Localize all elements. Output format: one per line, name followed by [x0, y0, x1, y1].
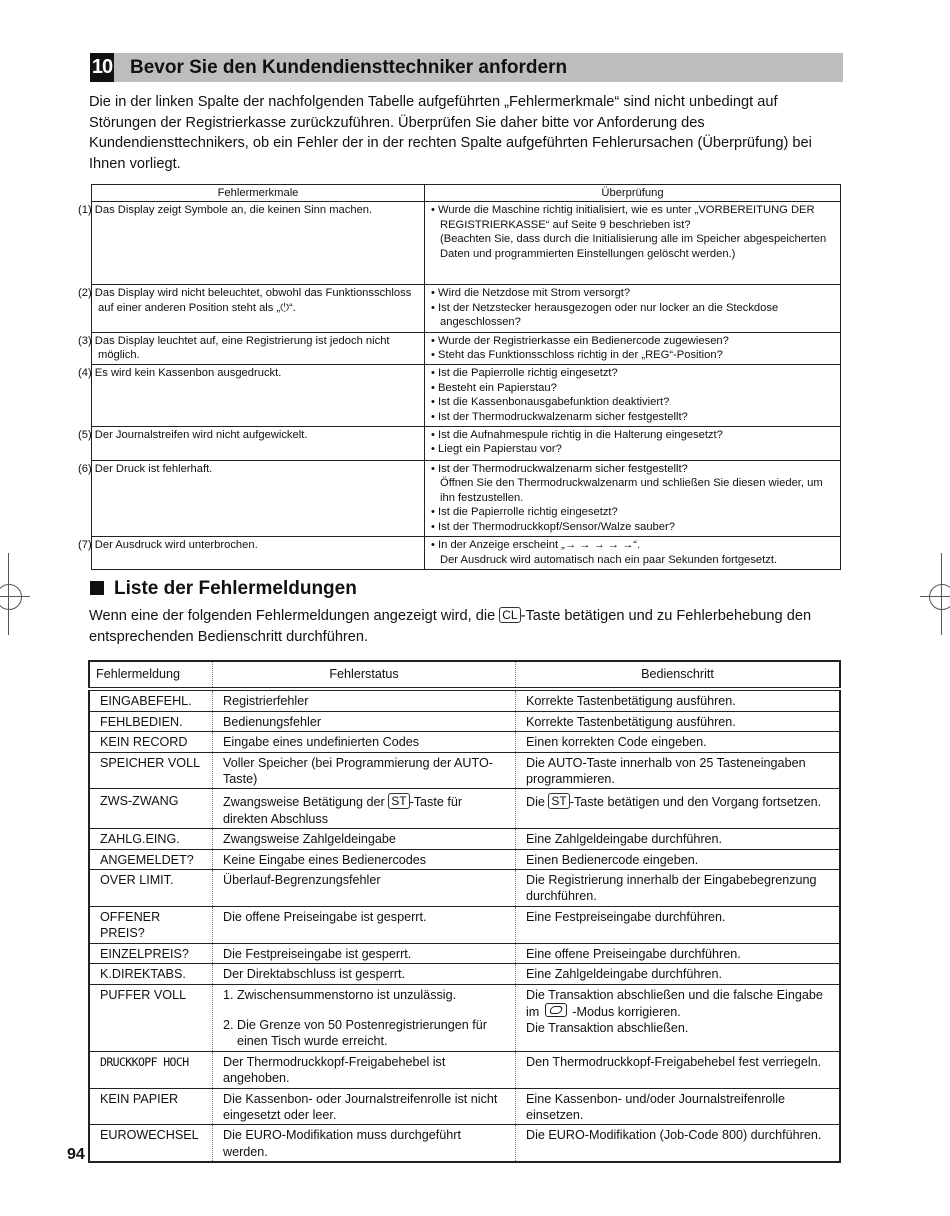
intro-text: -Taste betätigen und zu Fehlerbehebung den entsprechenden Bedienschritt durchführen. — [89, 608, 812, 645]
error-action: Eine offene Preiseingabe durchführen. — [516, 943, 841, 963]
check-item: • Ist der Thermodruckwalzenarm sicher festgestellt? — [431, 463, 688, 476]
error-code: ZWS-ZWANG — [89, 789, 213, 829]
check-item: • In der Anzeige erscheint „→ → → → →“. — [431, 539, 641, 552]
error-action: Einen korrekten Code eingeben. — [516, 732, 841, 752]
square-bullet-icon — [90, 581, 104, 595]
error-action: Eine Festpreiseingabe durchführen. — [516, 906, 841, 943]
section-title: Bevor Sie den Kundendiensttechniker anfordern — [130, 57, 568, 78]
table-row — [89, 752, 840, 789]
table-row — [89, 964, 840, 984]
error-status: Der Direktabschluss ist gesperrt. — [213, 964, 516, 984]
check-item: (Beachten Sie, dass durch die Initialisierung alle im Speicher abgespeicherten Daten und programmierten Einstellungen gelöscht werden.) — [440, 233, 827, 260]
status-item: 2. Die Grenze von 50 Postenregistrierungen für einen Tisch wurde erreicht. — [223, 1017, 487, 1049]
error-code: OVER LIMIT. — [89, 870, 213, 907]
error-code: DRUCKKOPF HOCH — [89, 1051, 213, 1088]
table-row — [89, 1125, 840, 1162]
status-item: 1. Zwischensummenstorno ist unzulässig. — [223, 987, 457, 1002]
error-messages-table — [88, 660, 841, 1163]
table-row — [89, 984, 840, 1051]
registration-circle — [929, 584, 950, 610]
action-item — [526, 987, 833, 1021]
error-action: Den Thermodruckkopf-Freigabehebel fest verriegeln. — [516, 1051, 841, 1088]
column-header: Überprüfung — [425, 185, 841, 202]
column-header: Fehlermerkmale — [92, 185, 425, 202]
table-row — [89, 1088, 840, 1125]
error-code: ANGEMELDET? — [89, 849, 213, 869]
action-text: -Modus korrigieren. — [568, 1004, 681, 1019]
error-action: Die EURO-Modifikation (Job-Code 800) durchführen. — [516, 1125, 841, 1162]
error-code: K.DIREKTABS. — [89, 964, 213, 984]
symptom-cell: (4) Es wird kein Kassenbon ausgedruckt. — [92, 365, 425, 427]
table-row — [89, 711, 840, 731]
status-text: Zwangsweise Betätigung der — [223, 795, 389, 810]
error-status: Registrierfehler — [213, 689, 516, 711]
check-item: • Ist die Papierrolle richtig eingesetzt? — [431, 506, 618, 519]
table-header-row — [92, 185, 841, 202]
check-item: Öffnen Sie den Thermodruckwalzenarm und schließen Sie diesen wieder, um ihn festzustellen. — [440, 477, 823, 504]
symptom-cell: (6) Der Druck ist fehlerhaft. — [92, 461, 425, 537]
error-action — [516, 789, 841, 829]
table-row — [89, 1051, 840, 1088]
error-status: Eingabe eines undefinierten Codes — [213, 732, 516, 752]
subsection-title — [90, 578, 357, 600]
table-row — [89, 943, 840, 963]
error-status: Bedienungsfehler — [213, 711, 516, 731]
status-text: -Taste für direkten Abschluss — [223, 795, 463, 826]
check-cell — [425, 332, 841, 365]
error-action: Eine Zahlgeldeingabe durchführen. — [516, 964, 841, 984]
table-row — [92, 365, 841, 427]
intro-text: Wenn eine der folgenden Fehlermeldungen angezeigt wird, die — [89, 608, 500, 624]
check-item: • Wird die Netzdose mit Strom versorgt? — [431, 287, 631, 300]
symptom-cell: (3) Das Display leuchtet auf, eine Registrierung ist jedoch nicht möglich. — [92, 332, 425, 365]
action-text: -Taste betätigen und den Vorgang fortsetzen. — [569, 795, 822, 810]
check-item: • Steht das Funktionsschloss richtig in der „REG“-Position? — [431, 349, 723, 362]
troubleshooting-table — [78, 184, 841, 570]
error-code: SPEICHER VOLL — [89, 752, 213, 789]
table-row — [92, 427, 841, 461]
check-item: • Wurde die Maschine richtig initialisiert, wie es unter „VORBEREITUNG DER REGISTRIERKASSE“ auf Seite 9 beschrieben ist? — [431, 204, 815, 231]
error-action: Eine Zahlgeldeingabe durchführen. — [516, 829, 841, 849]
error-action: Korrekte Tastenbetätigung ausführen. — [516, 711, 841, 731]
error-action: Einen Bedienercode eingeben. — [516, 849, 841, 869]
error-status: Die Festpreiseingabe ist gesperrt. — [213, 943, 516, 963]
check-cell — [425, 285, 841, 332]
check-item: • Ist der Netzstecker herausgezogen oder nur locker an die Steckdose angeschlossen? — [431, 301, 779, 329]
correction-mode-icon — [545, 1003, 567, 1017]
error-action: Die Registrierung innerhalb der Eingabebegrenzung durchführen. — [516, 870, 841, 907]
check-cell — [425, 537, 841, 570]
check-cell — [425, 365, 841, 427]
error-status: Die Kassenbon- oder Journalstreifenrolle ist nicht eingesetzt oder leer. — [213, 1088, 516, 1125]
check-item: • Ist der Thermodruckwalzenarm sicher festgestellt? — [431, 410, 688, 423]
check-item: Der Ausdruck wird automatisch nach ein paar Sekunden fortgesetzt. — [440, 553, 778, 566]
table-row — [89, 849, 840, 869]
check-cell — [425, 202, 841, 285]
error-status: Der Thermodruckkopf-Freigabehebel ist angehoben. — [213, 1051, 516, 1088]
error-code: EUROWECHSEL — [89, 1125, 213, 1162]
action-text: Die Transaktion abschließen und die falsche Eingabe im — [526, 987, 823, 1019]
check-item: • Ist die Papierrolle richtig eingesetzt? — [431, 367, 618, 380]
symptom-cell: (2) Das Display wird nicht beleuchtet, obwohl das Funktionsschloss auf einer anderen Position steht als „⏻“. — [92, 285, 425, 332]
error-action: Die AUTO-Taste innerhalb von 25 Tasteneingaben programmieren. — [516, 752, 841, 789]
error-status: Zwangsweise Zahlgeldeingabe — [213, 829, 516, 849]
error-status: Keine Eingabe eines Bedienercodes — [213, 849, 516, 869]
table-row — [92, 537, 841, 570]
check-item: • Ist der Thermodruckkopf/Sensor/Walze sauber? — [431, 520, 675, 533]
error-status — [213, 789, 516, 829]
error-status — [213, 984, 516, 1051]
error-status: Voller Speicher (bei Programmierung der AUTO-Taste) — [213, 752, 516, 789]
table-row — [89, 906, 840, 943]
section-number: 10 — [90, 53, 114, 82]
table-header-row — [89, 661, 840, 689]
section-intro: Die in der linken Spalte der nachfolgenden Tabelle aufgeführten „Fehlermerkmale“ sind nicht unbedingt auf Störungen der Registrierkasse zurückzuführen. Überprüfen Sie daher bitte vor Anforderung des Kundendiensttechnikers, ob ein Fehler der in der rechten Spalte aufgeführten Fehlerursachen (Überprüfung) bei Ihnen vorliegt. — [89, 94, 812, 172]
table-row — [89, 829, 840, 849]
st-key-icon: ST — [388, 793, 409, 809]
check-item: • Ist die Aufnahmespule richtig in die Halterung eingesetzt? — [431, 429, 723, 442]
registration-circle — [0, 584, 22, 610]
table-row — [89, 870, 840, 907]
symptom-cell: (5) Der Journalstreifen wird nicht aufgewickelt. — [92, 427, 425, 461]
action-text: Die — [526, 795, 549, 810]
check-item: • Ist die Kassenbonausgabefunktion deaktiviert? — [431, 396, 670, 409]
check-item: • Wurde der Registrierkasse ein Bedienercode zugewiesen? — [431, 334, 729, 347]
error-code: ZAHLG.EING. — [89, 829, 213, 849]
error-code: KEIN PAPIER — [89, 1088, 213, 1125]
table-row — [89, 789, 840, 829]
action-item: Die Transaktion abschließen. — [526, 1021, 689, 1036]
table-row — [89, 732, 840, 752]
error-status: Die EURO-Modifikation muss durchgeführt werden. — [213, 1125, 516, 1162]
error-status: Überlauf-Begrenzungsfehler — [213, 870, 516, 907]
table-row — [92, 332, 841, 365]
table-row — [92, 285, 841, 332]
table-row — [92, 202, 841, 285]
error-status: Die offene Preiseingabe ist gesperrt. — [213, 906, 516, 943]
section-header — [90, 53, 843, 82]
st-key-icon: ST — [548, 793, 569, 809]
table-row — [89, 689, 840, 711]
error-code: FEHLBEDIEN. — [89, 711, 213, 731]
column-header: Fehlermeldung — [89, 661, 213, 689]
cl-key-icon: CL — [499, 607, 520, 623]
column-header: Fehlerstatus — [213, 661, 516, 689]
symptom-cell: (7) Der Ausdruck wird unterbrochen. — [92, 537, 425, 570]
error-code: PUFFER VOLL — [89, 984, 213, 1051]
error-code: KEIN RECORD — [89, 732, 213, 752]
check-cell — [425, 461, 841, 537]
column-header: Bedienschritt — [516, 661, 841, 689]
subsection-intro — [89, 606, 847, 648]
check-cell — [425, 427, 841, 461]
error-code: OFFENER PREIS? — [89, 906, 213, 943]
error-code: EINGABEFEHL. — [89, 689, 213, 711]
table-row — [92, 461, 841, 537]
check-item: • Besteht ein Papierstau? — [431, 381, 557, 394]
subsection-title-text: Liste der Fehlermeldungen — [114, 578, 357, 599]
page-number: 94 — [67, 1146, 85, 1163]
check-item: • Liegt ein Papierstau vor? — [431, 443, 562, 456]
symptom-cell: (1) Das Display zeigt Symbole an, die keinen Sinn machen. — [92, 202, 425, 285]
error-action: Eine Kassenbon- und/oder Journalstreifenrolle einsetzen. — [516, 1088, 841, 1125]
error-code: EINZELPREIS? — [89, 943, 213, 963]
error-action — [516, 984, 841, 1051]
error-action: Korrekte Tastenbetätigung ausführen. — [516, 689, 841, 711]
